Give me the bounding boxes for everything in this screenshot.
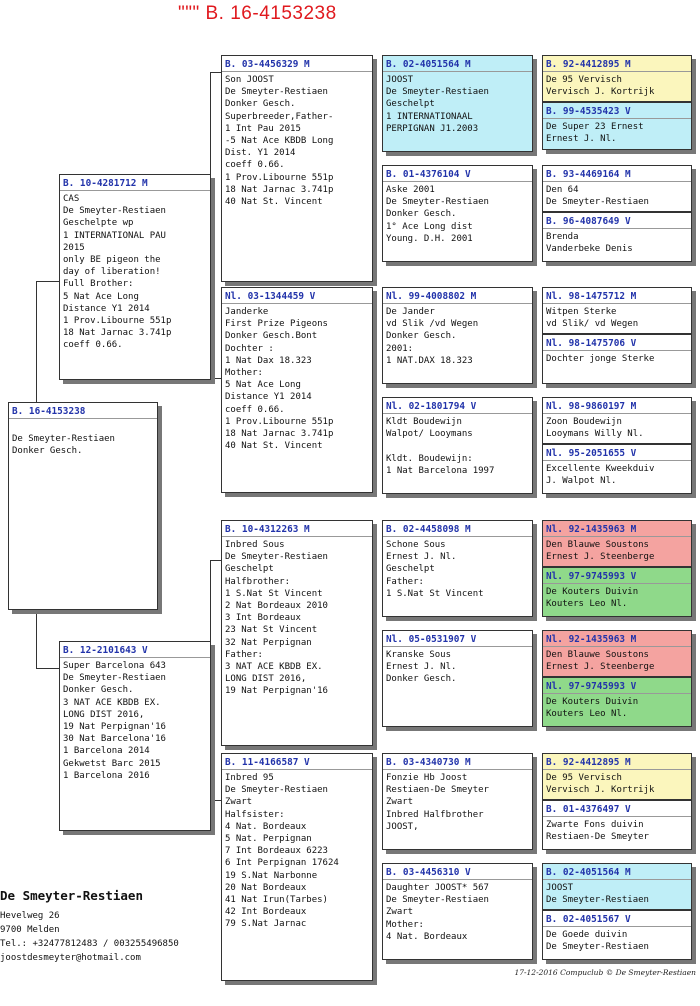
- pigeon-card-ds: [221, 520, 373, 746]
- pedigree-line: De Smeyter-Restiaen: [386, 87, 489, 98]
- pedigree-line: De Smeyter-Restiaen: [546, 895, 649, 906]
- pedigree-line: 3 NAT ACE KBDB EX.: [225, 662, 323, 673]
- ring-number: B. 92-4412895 M: [543, 56, 691, 72]
- pigeon-card-dam: [59, 641, 211, 831]
- pedigree-line: Vanderbeke Denis: [546, 244, 633, 255]
- pedigree-line: LONG DIST 2016,: [225, 674, 307, 685]
- ring-number: Nl. 02-1801794 V: [383, 398, 532, 414]
- pedigree-line: Kranske Sous: [386, 650, 452, 660]
- pedigree-line: Den Blauwe Soustons: [546, 540, 649, 550]
- connector-line: [210, 560, 211, 642]
- pedigree-line: 3 Int Bordeaux: [225, 613, 301, 624]
- pedigree-line: day of liberation!: [63, 267, 161, 278]
- pigeon-card-g16: [542, 910, 692, 960]
- pedigree-title: """ B. 16-4153238: [178, 3, 337, 24]
- pedigree-line: 79 S.Nat Jarnac: [225, 919, 307, 930]
- connector-line: [36, 281, 60, 282]
- owner-email: joostdesmeyter@hotmail.com: [0, 953, 141, 963]
- ring-number: Nl. 99-4008802 M: [383, 288, 532, 304]
- pigeon-card-g7: [542, 397, 692, 444]
- pedigree-line: De 95 Vervisch: [546, 773, 622, 783]
- pedigree-line: vd Slik/ vd Wegen: [546, 319, 639, 330]
- pigeon-card-sire: [59, 174, 211, 380]
- pedigree-line: Zwart: [386, 797, 414, 808]
- pedigree-line: Dochter :: [225, 343, 274, 354]
- pedigree-line: Ernest J. Steenberge: [546, 552, 655, 563]
- pedigree-line: Mother:: [386, 919, 424, 930]
- pedigree-line: Father:: [225, 649, 263, 660]
- ring-number: B. 02-4051564 M: [383, 56, 532, 72]
- pedigree-line: De Smeyter-Restiaen: [546, 942, 649, 953]
- connector-line: [210, 72, 211, 180]
- connector-line: [210, 560, 221, 561]
- pigeon-card-dd: [221, 753, 373, 981]
- pigeon-card-dds: [382, 753, 533, 850]
- ring-number: B. 12-2101643 V: [60, 642, 210, 658]
- pedigree-line: 40 Nat St. Vincent: [225, 197, 323, 208]
- pedigree-line: Donker Gesch.: [12, 446, 83, 457]
- pedigree-line: 1 NAT.DAX 18.323: [386, 355, 473, 366]
- pedigree-line: 3 NAT ACE KBDB EX.: [63, 697, 161, 708]
- pigeon-card-g2: [542, 102, 692, 150]
- pedigree-line: JOOST,: [386, 821, 419, 832]
- pedigree-line: LONG DIST 2016,: [63, 709, 145, 720]
- pedigree-line: 6 Int Perpignan 17624: [225, 858, 339, 869]
- ring-number: Nl. 95-2051655 V: [543, 445, 691, 461]
- pedigree-line: Witpen Sterke: [546, 307, 617, 317]
- pedigree-line: 18 Nat Jarnac 3.741p: [225, 184, 334, 195]
- pedigree-line: Ernest J. Nl.: [546, 134, 617, 145]
- ring-number: B. 92-4412895 M: [543, 754, 691, 770]
- pedigree-line: Excellente Kweekduiv: [546, 464, 655, 474]
- pedigree-line: PERPIGNAN J1.2003: [386, 123, 479, 134]
- pedigree-line: Brenda: [546, 232, 579, 242]
- pigeon-card-g14: [542, 800, 692, 850]
- pedigree-line: Distance Y1 2014: [225, 392, 312, 403]
- pedigree-line: 1 Int Pau 2015: [225, 123, 301, 134]
- pigeon-card-g10: [542, 567, 692, 617]
- pedigree-line: Full Brother:: [63, 279, 134, 290]
- pedigree-line: 5 Nat Ace Long: [225, 380, 301, 391]
- pedigree-line: Dochter jonge Sterke: [546, 354, 655, 364]
- pedigree-line: 4 Nat. Bordeaux: [386, 931, 468, 942]
- pedigree-line: Vervisch J. Kortrijk: [546, 785, 655, 796]
- pedigree-line: coeff 0.66.: [63, 340, 123, 351]
- pedigree-line: 1 Nat Barcelona 1997: [386, 465, 495, 476]
- pedigree-line: JOOST: [546, 883, 574, 893]
- ring-number: Nl. 98-9860197 M: [543, 398, 691, 414]
- pedigree-line: Donker Gesch.Bont: [225, 331, 318, 342]
- ring-number: B. 03-4340730 M: [383, 754, 532, 770]
- pedigree-line: Kouters Leo Nl.: [546, 599, 628, 610]
- pedigree-line: 2015: [63, 242, 85, 253]
- pedigree-line: 1 S.Nat St Vincent: [225, 588, 323, 599]
- pigeon-card-sds: [382, 287, 533, 384]
- pedigree-line: Halfbrother:: [225, 576, 291, 587]
- pedigree-line: 30 Nat Barcelona'16: [63, 734, 166, 745]
- pedigree-line: 19 Nat Perpignan'16: [63, 722, 166, 733]
- pigeon-card-g12: [542, 677, 692, 727]
- pedigree-line: First Prize Pigeons: [225, 319, 328, 330]
- ring-number: Nl. 98-1475706 V: [543, 335, 691, 351]
- pedigree-line: Distance Y1 2014: [63, 303, 150, 314]
- pedigree-line: 19 S.Nat Narbonne: [225, 870, 318, 881]
- pedigree-line: 32 Nat Perpignan: [225, 637, 312, 648]
- pedigree-line: Schone Sous: [386, 540, 446, 550]
- pedigree-line: Fonzie Hb Joost: [386, 773, 468, 783]
- ring-number: Nl. 97-9745993 V: [543, 568, 691, 584]
- pedigree-line: 4 Nat. Bordeaux: [225, 821, 307, 832]
- pedigree-line: De 95 Vervisch: [546, 75, 622, 85]
- ring-number: B. 16-4153238: [9, 403, 157, 419]
- pedigree-line: De Jander: [386, 307, 435, 317]
- pedigree-line: coeff 0.66.: [225, 404, 285, 415]
- pigeon-card-dss: [382, 520, 533, 617]
- pedigree-line: Zoon Boudewijn: [546, 417, 622, 427]
- connector-line: [210, 72, 221, 73]
- pedigree-line: De Smeyter-Restiaen: [386, 895, 489, 906]
- pigeon-card-g13: [542, 753, 692, 800]
- pigeon-card-g9: [542, 520, 692, 567]
- pedigree-line: Donker Gesch.: [63, 685, 134, 696]
- ring-number: Nl. 92-1435963 M: [543, 631, 691, 647]
- pedigree-line: Inbred Sous: [225, 540, 285, 550]
- pedigree-line: De Smeyter-Restiaen: [225, 552, 328, 563]
- pedigree-line: De Kouters Duivin: [546, 587, 639, 597]
- pedigree-line: 18 Nat Jarnac 3.741p: [63, 328, 172, 339]
- pedigree-line: CAS: [63, 194, 80, 204]
- pedigree-line: Aske 2001: [386, 185, 435, 195]
- pedigree-line: De Smeyter-Restiaen: [386, 197, 489, 208]
- pedigree-line: 42 Int Bordeaux: [225, 907, 307, 918]
- pedigree-line: De Smeyter-Restiaen: [225, 87, 328, 98]
- pedigree-line: 41 Nat Irun(Tarbes): [225, 895, 328, 906]
- pedigree-line: Vervisch J. Kortrijk: [546, 87, 655, 98]
- pedigree-line: De Smeyter-Restiaen: [63, 206, 166, 217]
- owner-address: Hevelweg 26: [0, 911, 60, 921]
- pedigree-line: De Smeyter-Restiaen: [225, 785, 328, 796]
- pedigree-line: De Smeyter-Restiaen: [63, 673, 166, 684]
- ring-number: B. 02-4051564 M: [543, 864, 691, 880]
- pedigree-line: Zwart: [225, 797, 253, 808]
- footer-credit: 17-12-2016 Compuclub © De Smeyter-Restiaen: [514, 968, 696, 977]
- pedigree-line: vd Slik /vd Wegen: [386, 319, 479, 330]
- pedigree-line: Father:: [386, 576, 424, 587]
- pigeon-card-g3: [542, 165, 692, 212]
- owner-name: De Smeyter-Restiaen: [0, 888, 143, 903]
- pedigree-line: Looymans Willy Nl.: [546, 429, 644, 440]
- pedigree-line: 1 Prov.Libourne 551p: [63, 316, 172, 327]
- pigeon-card-g11: [542, 630, 692, 677]
- pedigree-line: only BE pigeon the: [63, 255, 161, 266]
- pedigree-line: 23 Nat St Vincent: [225, 625, 318, 636]
- pigeon-card-sss: [382, 55, 533, 152]
- pedigree-line: 2001:: [386, 343, 414, 354]
- pigeon-card-ssd: [382, 165, 533, 262]
- pedigree-line: Kldt. Boudewijn:: [386, 453, 473, 464]
- pedigree-line: 1 Nat Dax 18.323: [225, 355, 312, 366]
- pigeon-card-sd: [221, 287, 373, 493]
- pigeon-card-sdd: [382, 397, 533, 494]
- pedigree-line: De Super 23 Ernest: [546, 122, 644, 132]
- pedigree-line: Geschelpte wp: [63, 218, 134, 229]
- pedigree-line: Geschelpt: [225, 564, 274, 575]
- owner-phone: Tel.: +32477812483 / 003255496850: [0, 939, 179, 949]
- connector-line: [36, 668, 60, 669]
- pedigree-line: 1 Barcelona 2014: [63, 746, 150, 757]
- pedigree-line: [9, 421, 157, 433]
- pedigree-line: 1 INTERNATIONAL PAU: [63, 230, 166, 241]
- ring-number: B. 10-4281712 M: [60, 175, 210, 191]
- ring-number: Nl. 97-9745993 V: [543, 678, 691, 694]
- pedigree-line: Super Barcelona 643: [63, 661, 166, 671]
- ring-number: Nl. 98-1475712 M: [543, 288, 691, 304]
- pedigree-line: Dist. Y1 2014: [225, 148, 296, 159]
- ring-number: B. 10-4312263 M: [222, 521, 372, 537]
- pedigree-line: 20 Nat Bordeaux: [225, 882, 307, 893]
- ring-number: B. 93-4469164 M: [543, 166, 691, 182]
- pedigree-line: 1 Prov.Libourne 551p: [225, 172, 334, 183]
- pedigree-line: Janderke: [225, 307, 269, 317]
- pedigree-line: [383, 440, 532, 452]
- pedigree-line: Son JOOST: [225, 75, 274, 85]
- pedigree-line: Geschelpt: [386, 99, 435, 110]
- pedigree-line: Zwart: [386, 907, 414, 918]
- pedigree-line: Kldt Boudewijn: [386, 417, 462, 427]
- pedigree-line: 40 Nat St. Vincent: [225, 441, 323, 452]
- pigeon-card-dsd: [382, 630, 533, 727]
- pedigree-line: 1 Barcelona 2016: [63, 770, 150, 781]
- ring-number: B. 03-4456329 M: [222, 56, 372, 72]
- pedigree-line: De Smeyter-Restiaen: [12, 434, 115, 445]
- pedigree-line: 18 Nat Jarnac 3.741p: [225, 429, 334, 440]
- connector-line: [210, 378, 221, 379]
- pedigree-line: De Goede duivin: [546, 930, 628, 940]
- ring-number: B. 01-4376104 V: [383, 166, 532, 182]
- owner-city: 9700 Melden: [0, 925, 60, 935]
- connector-line: [36, 281, 37, 403]
- pedigree-line: coeff 0.66.: [225, 160, 285, 171]
- pedigree-line: De Kouters Duivin: [546, 697, 639, 707]
- pigeon-card-g15: [542, 863, 692, 910]
- pedigree-line: Superbreeder,Father-: [225, 111, 334, 122]
- ring-number: B. 11-4166587 V: [222, 754, 372, 770]
- pedigree-line: Den Blauwe Soustons: [546, 650, 649, 660]
- pedigree-line: 2 Nat Bordeaux 2010: [225, 601, 328, 612]
- pedigree-line: 1 Prov.Libourne 551p: [225, 416, 334, 427]
- ring-number: Nl. 03-1344459 V: [222, 288, 372, 304]
- pigeon-card-g8: [542, 444, 692, 494]
- pedigree-line: Mother:: [225, 368, 263, 379]
- pedigree-line: Halfsister:: [225, 809, 285, 820]
- pigeon-card-g4: [542, 212, 692, 262]
- pigeon-card-g6: [542, 334, 692, 384]
- pedigree-line: Zwarte Fons duivin: [546, 820, 644, 830]
- pedigree-line: Donker Gesch.: [386, 674, 457, 685]
- pedigree-line: 5 Nat. Perpignan: [225, 834, 312, 845]
- pedigree-line: Inbred Halfbrother: [386, 809, 484, 820]
- pedigree-line: Kouters Leo Nl.: [546, 709, 628, 720]
- pedigree-line: Gekwetst Barc 2015: [63, 758, 161, 769]
- ring-number: B. 03-4456310 V: [383, 864, 532, 880]
- pedigree-line: 1° Ace Long dist: [386, 221, 473, 232]
- pedigree-line: Den 64: [546, 185, 579, 195]
- pedigree-line: De Smeyter-Restiaen: [546, 197, 649, 208]
- pedigree-line: 19 Nat Perpignan'16: [225, 686, 328, 697]
- connector-line: [210, 800, 221, 801]
- pedigree-line: Young. D.H. 2001: [386, 233, 473, 244]
- pedigree-line: 1 S.Nat St Vincent: [386, 588, 484, 599]
- pigeon-card-subject: [8, 402, 158, 610]
- pedigree-line: Donker Gesch.: [386, 209, 457, 220]
- pigeon-card-ss: [221, 55, 373, 282]
- ring-number: B. 99-4535423 V: [543, 103, 691, 119]
- pedigree-line: Restiaen-De Smeyter: [386, 785, 489, 796]
- pedigree-line: Ernest J. Nl.: [386, 662, 457, 673]
- pedigree-line: Geschelpt: [386, 564, 435, 575]
- ring-number: B. 02-4458098 M: [383, 521, 532, 537]
- pedigree-line: 5 Nat Ace Long: [63, 291, 139, 302]
- pedigree-line: Daughter JOOST* 567: [386, 883, 489, 893]
- pedigree-line: J. Walpot Nl.: [546, 476, 617, 487]
- pigeon-card-ddd: [382, 863, 533, 960]
- pedigree-line: 1 INTERNATIONAAL: [386, 111, 473, 122]
- ring-number: Nl. 92-1435963 M: [543, 521, 691, 537]
- pedigree-line: Inbred 95: [225, 773, 274, 783]
- pigeon-card-g5: [542, 287, 692, 334]
- ring-number: B. 01-4376497 V: [543, 801, 691, 817]
- pedigree-line: Restiaen-De Smeyter: [546, 832, 649, 843]
- pedigree-line: Donker Gesch.: [386, 331, 457, 342]
- pedigree-line: Walpot/ Looymans: [386, 429, 473, 440]
- ring-number: B. 96-4087649 V: [543, 213, 691, 229]
- ring-number: B. 02-4051567 V: [543, 911, 691, 927]
- owner-info: [0, 888, 179, 965]
- pedigree-line: Ernest J. Steenberge: [546, 662, 655, 673]
- pigeon-card-g1: [542, 55, 692, 102]
- pedigree-line: Donker Gesch.: [225, 99, 296, 110]
- pedigree-line: Ernest J. Nl.: [386, 552, 457, 563]
- ring-number: Nl. 05-0531907 V: [383, 631, 532, 647]
- pedigree-line: JOOST: [386, 75, 414, 85]
- pedigree-line: -5 Nat Ace KBDB Long: [225, 136, 334, 147]
- pedigree-line: 7 Int Bordeaux 6223: [225, 846, 328, 857]
- connector-line: [36, 608, 37, 668]
